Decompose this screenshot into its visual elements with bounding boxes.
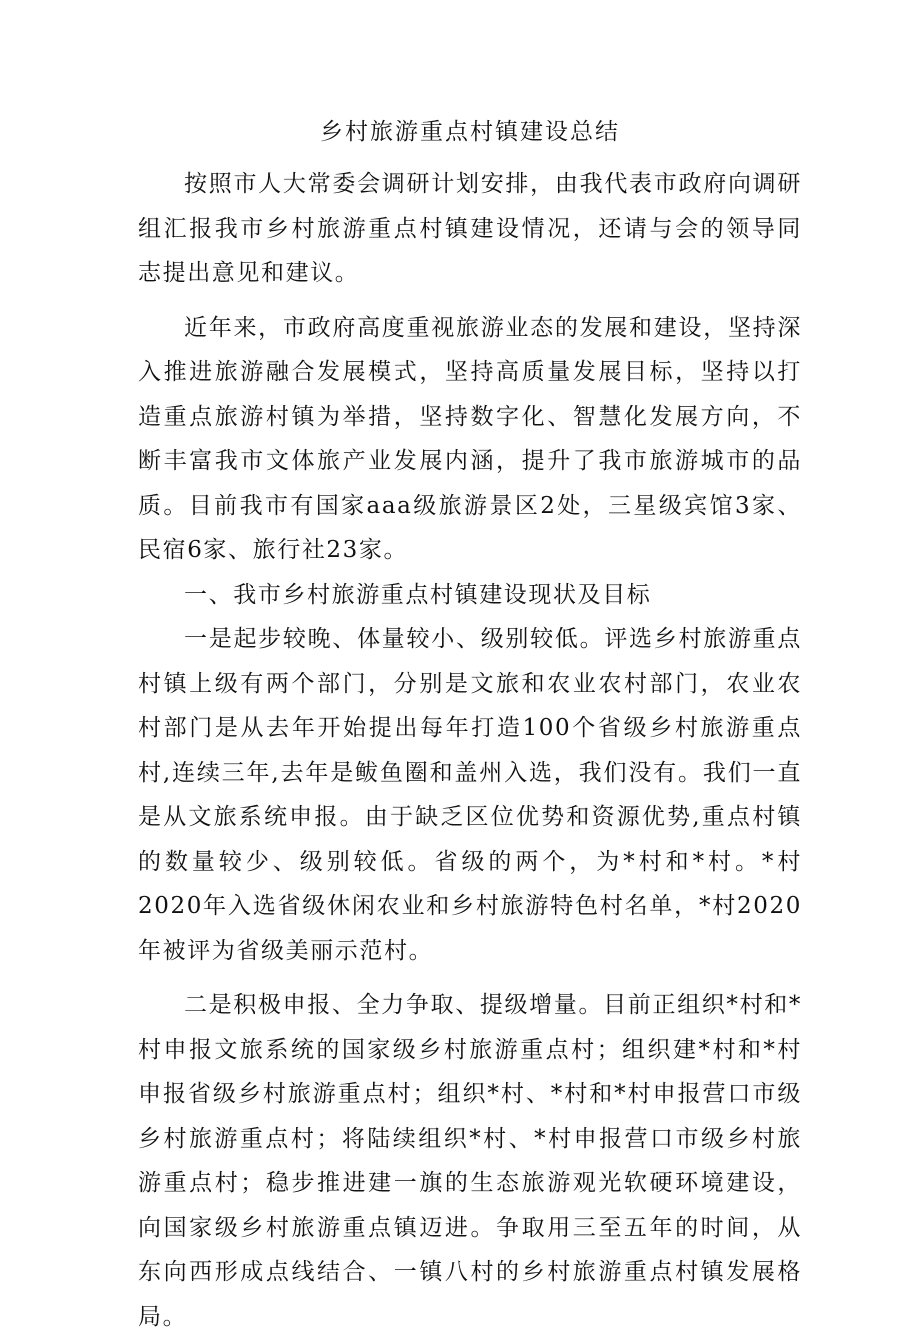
paragraph-overview: 近年来，市政府高度重视旅游业态的发展和建设，坚持深入推进旅游融合发展模式，坚持高质量发展目标，坚持以打造重点旅游村镇为举措，坚持数字化、智慧化发展方向，不断丰富我市文体旅产业发展内涵，提升了我市旅游城市的品质。目前我市有国家aaa级旅游景区2处，三星级宾馆3家、民宿6家、旅行社23家。 bbox=[138, 314, 802, 563]
document-title: 乡村旅游重点村镇建设总结 bbox=[320, 119, 620, 145]
paragraph-point-1: 一是起步较晚、体量较小、级别较低。评选乡村旅游重点村镇上级有两个部门，分别是文旅和农业农村部门，农业农村部门是从去年开始提出每年打造100个省级乡村旅游重点村,连续三年,去年是鲅鱼圈和盖州入选，我们没有。我们一直是从文旅系统申报。由于缺乏区位优势和资源优势,重点村镇的数量较少、级别较低。省级的两个，为*村和*村。*村2020年入选省级休闲农业和乡村旅游特色村名单，*村2020年被评为省级美丽示范村。 bbox=[138, 626, 802, 964]
section-heading-1: 一、我市乡村旅游重点村镇建设现状及目标 bbox=[184, 581, 652, 608]
paragraph-point-2: 二是积极申报、全力争取、提级增量。目前正组织*村和*村申报文旅系统的国家级乡村旅游重点村；组织建*村和*村申报省级乡村旅游重点村；组织*村、*村和*村申报营口市级乡村旅游重点村；将陆续组织*村、*村申报营口市级乡村旅游重点村；稳步推进建一旗的生态旅游观光软硬环境建设，向国家级乡村旅游重点镇迈进。争取用三至五年的时间，从东向西形成点线结合、一镇八村的乡村旅游重点村镇发展格局。 bbox=[138, 992, 802, 1330]
paragraph-intro: 按照市人大常委会调研计划安排，由我代表市政府向调研组汇报我市乡村旅游重点村镇建设情况，还请与会的领导同志提出意见和建议。 bbox=[138, 171, 802, 286]
